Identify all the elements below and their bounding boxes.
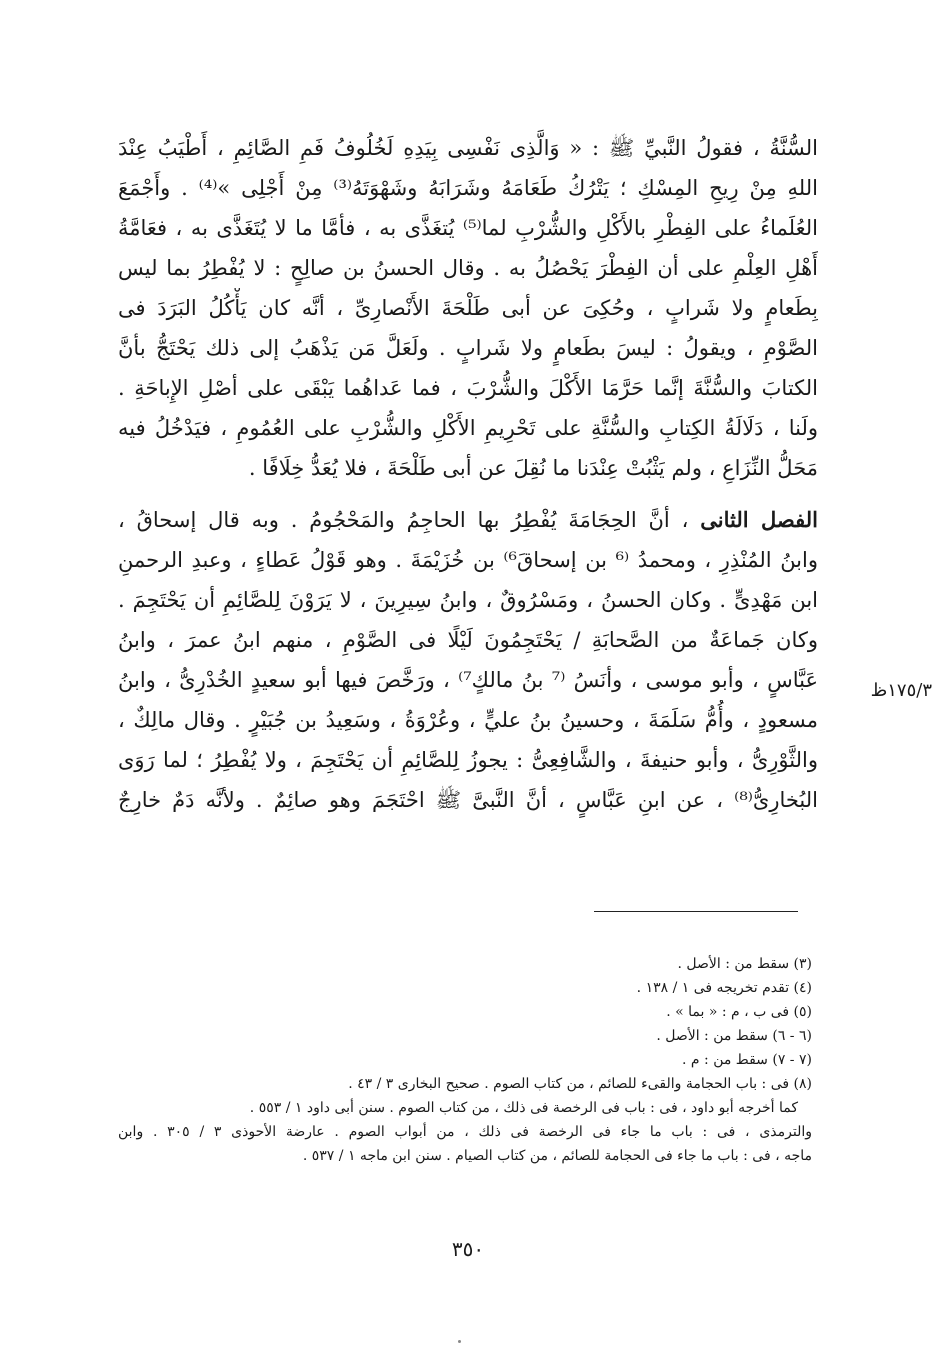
paragraph-1 bbox=[118, 128, 818, 488]
footnote-continuation: والترمذى ، فى : باب ما جاء فى الرخصة فى ذلك ، من أبواب الصوم . عارضة الأحوذى ٣ / ٣٠٥ . وابن bbox=[118, 1124, 812, 1140]
paragraph-gap bbox=[118, 488, 818, 500]
footnote-continuation: ماجه ، فى : باب ما جاء فى الحجامة للصائم ، من كتاب الصيام . سنن ابن ماجه ١ / ٥٣٧ . bbox=[302, 1148, 812, 1164]
text-line: الصَّوْمِ ، ويقولُ : ليسَ بطَعامٍ ولا شَرابٍ . ولَعَلَّ مَن يَذْهَبُ إلى ذلك يَحْتَجُّ بأنَّ bbox=[118, 336, 818, 360]
text-line: البُخارِىُّ⁽⁸⁾ ، عن ابنِ عَبَّاسٍ ، أنَّ النَّبىَّ ﷺ احْتَجَمَ وهو صائِمٌ . ولأنَّه دَمٌ خارِجٌ bbox=[118, 788, 818, 812]
footnote-divider bbox=[594, 911, 798, 912]
text-line: ابن مَهْدِىٍّ . وكان الحسنُ ، ومَسْرُوقٌ ، وابنُ سِيرِينَ ، لا يَرَوْنَ لِلصَّائِمِ أن يَحْتَجِمَ . bbox=[118, 588, 818, 612]
text-line: وابنُ المُنْذِرِ ، ومحمدُ ⁽⁶ بن إسحاقَ⁶⁾ بن خُزَيْمَةَ . وهو قَوْلُ عَطاءٍ ، وعبدِ الرحمنِ bbox=[118, 548, 818, 572]
text-line: ولَنا ، دَلَالَةُ الكِتابِ والسُّنَّةِ على تَحْرِيمِ الأَكْلِ والشُّرْبِ على العُمُومِ ، فيَدْخُلُ فيه bbox=[118, 416, 818, 440]
text-line: عَبَّاسٍ ، وأبو موسى ، وأنَسُ ⁽⁷ بنُ مالكٍ⁷⁾ ، ورَخَّصَ فيها أبو سعيدٍ الخُدْرِىُّ ، وابنُ bbox=[118, 668, 818, 692]
text-line: مَحَلُّ النِّزَاعِ ، ولم يَثْبُتْ عِنْدَنا ما نُقِلَ عن أبى طَلْحَةَ ، فلا يُعَدُّ خِلَافًا . bbox=[248, 456, 818, 480]
text-line bbox=[118, 500, 818, 540]
margin-folio-note: ١٧٥/٣ظ bbox=[870, 680, 932, 701]
text-line: مسعودٍ ، وأُمُّ سَلَمَةَ ، وحسينُ بنُ عليٍّ ، وعُرْوَةُ ، وسَعِيدُ بن جُبَيْرٍ . وقال مالِكٌ ، bbox=[118, 708, 818, 732]
paragraph-2 bbox=[118, 500, 818, 820]
page-number: ٣٥٠ bbox=[451, 1237, 485, 1261]
text-line: اللهِ مِنْ رِيحِ المِسْكِ ؛ يَتْرُكُ طَعَامَهُ وشَرَابَهُ وشَهْوَتَهُ⁽³⁾ مِنْ أَجْلِى »⁽⁴⁾ . وأَجْمَعَ bbox=[118, 176, 818, 200]
text-line: الكتابَ والسُّنَّةَ إنَّما حَرَّمَا الأَكْلَ والشُّرْبَ ، فما عَداهُما يَبْقَى على أصْلِ الإِباحَةِ . bbox=[118, 376, 818, 400]
text-line: السُّنَّةُ ، فقولُ النَّبيِّ ﷺ : « وَالَّذِى نَفْسِى بِيَدِهِ لَخُلُوفُ فَمِ الصَّائِمِ ، أَطْيَبُ عِنْدَ bbox=[118, 136, 818, 160]
footnotes bbox=[118, 952, 812, 1168]
section-heading: الفصل الثانى bbox=[700, 507, 818, 532]
footnote: (٣) سقط من : الأصل . bbox=[677, 956, 812, 972]
footnote: (٤) تقدم تخريجه فى ١ / ١٣٨ . bbox=[636, 980, 812, 996]
text-line: والثَّوْرِىُّ ، وأبو حنيفةَ ، والشَّافِعِىُّ : يجوزُ لِلصَّائِمِ أن يَحْتَجِمَ ، ولا يُفْطِرُ ؛ لما رَوَى bbox=[118, 748, 818, 772]
text-line: العُلَماءُ على الفِطْرِ بالأَكْلِ والشُّرْبِ لما⁽⁵⁾ يُتغَذَّى به ، فأمَّا ما لا يُتَغَذَّى به ، فعَامَّةُ bbox=[118, 216, 818, 240]
footnote: (٨) فى : باب الحجامة والقىء للصائم ، من كتاب الصوم . صحيح البخارى ٣ / ٤٣ . bbox=[348, 1076, 812, 1092]
main-text bbox=[118, 128, 818, 820]
scan-speck bbox=[458, 1340, 461, 1343]
footnote-continuation: كما أخرجه أبو داود ، فى : باب فى الرخصة فى ذلك ، من كتاب الصوم . سنن أبى داود ١ / ٥٥٣ . bbox=[249, 1100, 798, 1116]
text-line: بِطَعامٍ ولا شَرابٍ ، وحُكِىَ عن أبى طَلْحَةَ الأَنْصارِىِّ ، أنَّه كان يَأْكُلُ البَرَدَ فى bbox=[118, 296, 818, 320]
text-line: أَهْلِ العِلْمِ على أن الفِطْرَ يَحْصُلُ به . وقال الحسنُ بن صالِحٍ : لا يُفْطِرُ بما ليس bbox=[118, 256, 818, 280]
footnote: (٥) فى ب ، م : « بما » . bbox=[666, 1004, 812, 1020]
footnote: (٧ - ٧) سقط من : م . bbox=[682, 1052, 812, 1068]
text-line: وكان جَماعَةٌ من الصَّحابَةِ / يَحْتَجِمُونَ لَيْلًا فى الصَّوْمِ ، منهم ابنُ عمرَ ، وابنُ bbox=[118, 628, 818, 652]
heading-line-rest: ، أنَّ الحِجَامَةَ يُفْطِرُ بها الحاجِمُ والمَحْجُومُ . وبه قال إسحاقُ ، bbox=[118, 508, 689, 532]
footnote: (٦ - ٦) سقط من : الأصل . bbox=[656, 1028, 812, 1044]
